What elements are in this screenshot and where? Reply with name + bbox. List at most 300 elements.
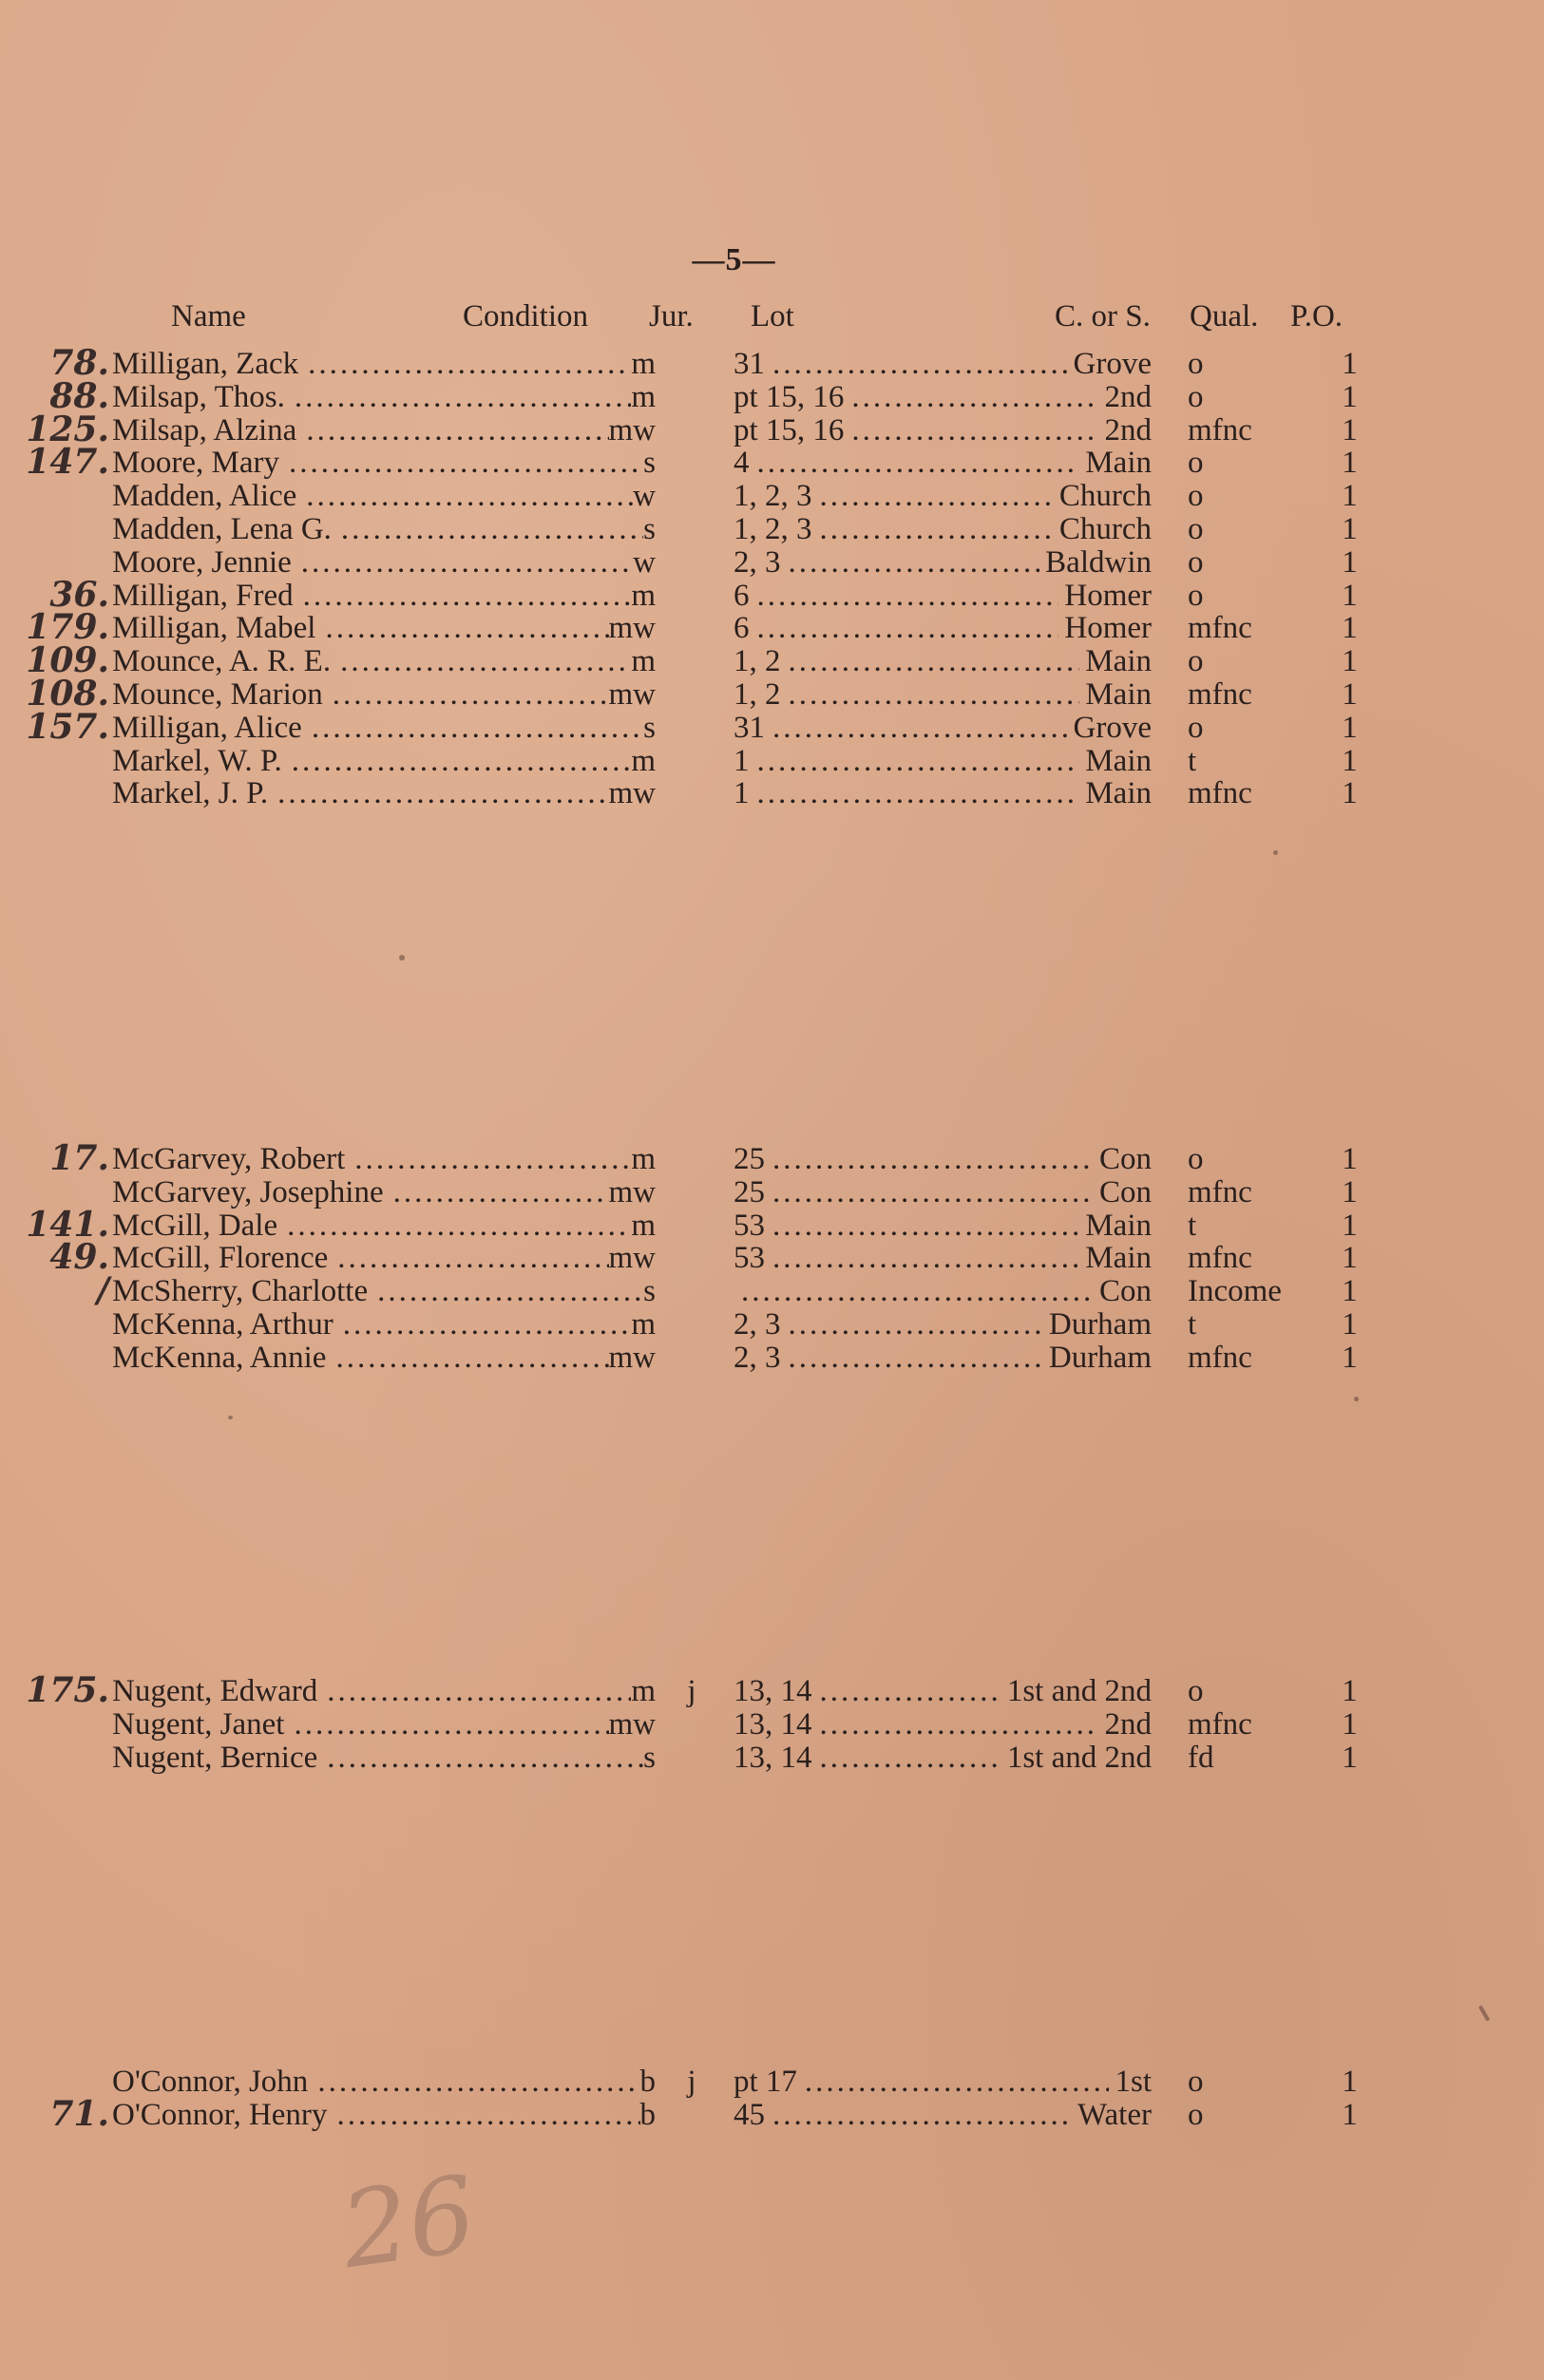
name-cell bbox=[112, 380, 656, 415]
post-office: 1 bbox=[1342, 776, 1358, 811]
street-name: Main bbox=[1085, 446, 1152, 481]
leader-dots bbox=[750, 776, 1080, 811]
pencil-mark: 141. bbox=[26, 1204, 109, 1245]
qualification: mfnc bbox=[1188, 1174, 1252, 1209]
table-row bbox=[0, 1707, 1544, 1741]
name-cell bbox=[112, 1741, 656, 1776]
lot-number: 1 bbox=[734, 776, 750, 811]
resident-name: Milligan, Alice bbox=[112, 710, 302, 745]
leader-dots bbox=[334, 1307, 632, 1342]
lot-cell bbox=[734, 744, 1152, 779]
post-office: 1 bbox=[1342, 1274, 1358, 1309]
leader-dots bbox=[285, 380, 632, 415]
name-cell bbox=[112, 1707, 656, 1742]
pencil-note: 26 bbox=[334, 2152, 484, 2293]
leader-dots bbox=[812, 1707, 1099, 1742]
pencil-mark: 179. bbox=[26, 607, 109, 648]
condition-code: s bbox=[643, 512, 656, 546]
table-row bbox=[0, 640, 1544, 681]
lot-number: 4 bbox=[734, 446, 750, 481]
name-cell bbox=[112, 644, 656, 679]
table-row bbox=[0, 744, 1544, 777]
table-row bbox=[0, 479, 1544, 512]
leader-dots bbox=[296, 479, 633, 514]
name-cell bbox=[112, 711, 656, 746]
lot-cell bbox=[734, 579, 1152, 614]
post-office: 1 bbox=[1342, 1706, 1358, 1742]
name-cell bbox=[112, 579, 656, 614]
condition-code: m bbox=[631, 644, 656, 679]
leader-dots bbox=[327, 2098, 639, 2133]
lot-cell bbox=[734, 1142, 1152, 1177]
street-name: Con bbox=[1098, 1174, 1152, 1209]
lot-number: 6 bbox=[734, 578, 750, 613]
name-cell bbox=[112, 1341, 656, 1376]
jurisdiction: j bbox=[687, 2065, 696, 2099]
name-cell bbox=[112, 1307, 656, 1342]
street-name: Main bbox=[1085, 776, 1152, 811]
resident-name: Moore, Mary bbox=[112, 446, 279, 481]
condition-code: mw bbox=[608, 1241, 656, 1276]
leader-dots bbox=[750, 611, 1059, 646]
lot-number: 1 bbox=[734, 743, 750, 778]
pencil-mark: 108. bbox=[26, 674, 109, 714]
leader-dots bbox=[765, 1209, 1079, 1244]
condition-code: m bbox=[631, 379, 656, 414]
resident-name: McGill, Florence bbox=[112, 1241, 329, 1276]
condition-code: w bbox=[633, 544, 656, 580]
lot-number: 13, 14 bbox=[734, 1674, 812, 1708]
leader-dots bbox=[368, 1274, 643, 1309]
street-name: Homer bbox=[1064, 611, 1152, 646]
header-name: Name bbox=[171, 299, 246, 333]
post-office: 1 bbox=[1342, 512, 1358, 546]
resident-name: Madden, Lena G. bbox=[112, 512, 332, 546]
post-office: 1 bbox=[1342, 578, 1358, 613]
table-row bbox=[0, 674, 1544, 714]
condition-code: s bbox=[643, 446, 656, 481]
leader-dots bbox=[812, 1674, 1001, 1709]
lot-cell bbox=[734, 2098, 1152, 2133]
name-cell bbox=[112, 512, 656, 547]
leader-dots bbox=[315, 611, 608, 646]
lot-cell bbox=[734, 1175, 1152, 1210]
pencil-mark: 109. bbox=[26, 640, 109, 681]
name-cell bbox=[112, 545, 656, 581]
table-row bbox=[0, 442, 1544, 483]
lot-number: pt 15, 16 bbox=[734, 412, 845, 447]
table-row bbox=[0, 545, 1544, 579]
lot-cell bbox=[734, 413, 1152, 448]
leader-dots bbox=[765, 1142, 1094, 1177]
table-row bbox=[0, 1307, 1544, 1341]
resident-name: McGarvey, Josephine bbox=[112, 1174, 384, 1209]
lot-number: 13, 14 bbox=[734, 1740, 812, 1775]
lot-cell bbox=[734, 611, 1152, 646]
street-name: 1st and 2nd bbox=[1006, 1674, 1152, 1708]
table-row bbox=[0, 409, 1544, 449]
pencil-mark: 157. bbox=[26, 706, 109, 747]
resident-name: Milligan, Zack bbox=[112, 347, 299, 381]
lot-cell bbox=[734, 2065, 1152, 2100]
post-office: 1 bbox=[1342, 2097, 1358, 2132]
post-office: 1 bbox=[1342, 1208, 1358, 1243]
table-row bbox=[0, 607, 1544, 648]
post-office: 1 bbox=[1342, 1307, 1358, 1342]
street-name: Con bbox=[1098, 1142, 1152, 1176]
header-street: C. or S. bbox=[1055, 299, 1151, 333]
lot-number: 2, 3 bbox=[734, 544, 781, 580]
leader-dots bbox=[765, 1241, 1079, 1276]
post-office: 1 bbox=[1342, 1142, 1358, 1176]
condition-code: mw bbox=[608, 776, 656, 811]
condition-code: m bbox=[631, 347, 656, 381]
resident-name: Nugent, Bernice bbox=[112, 1740, 318, 1775]
qualification: o bbox=[1188, 1142, 1204, 1176]
street-name: Main bbox=[1085, 677, 1152, 712]
leader-dots bbox=[279, 446, 643, 481]
condition-code: s bbox=[643, 1274, 656, 1309]
street-name: 1st and 2nd bbox=[1006, 1740, 1152, 1775]
lot-number: 6 bbox=[734, 611, 750, 646]
post-office: 1 bbox=[1342, 1674, 1358, 1708]
resident-name: McSherry, Charlotte bbox=[112, 1274, 369, 1309]
condition-code: m bbox=[631, 1674, 656, 1708]
qualification: o bbox=[1188, 644, 1204, 679]
leader-dots bbox=[302, 711, 643, 746]
pencil-mark: 147. bbox=[26, 442, 109, 483]
qualification: Income bbox=[1188, 1274, 1282, 1309]
qualification: t bbox=[1188, 1307, 1197, 1342]
qualification: mfnc bbox=[1188, 1340, 1252, 1375]
street-name: Water bbox=[1077, 2097, 1152, 2132]
leader-dots bbox=[277, 1209, 631, 1244]
table-row bbox=[0, 706, 1544, 747]
post-office: 1 bbox=[1342, 544, 1358, 580]
qualification: o bbox=[1188, 446, 1204, 481]
condition-code: m bbox=[631, 1142, 656, 1176]
name-cell bbox=[112, 677, 656, 713]
street-name: Grove bbox=[1073, 347, 1152, 381]
table-row bbox=[0, 1670, 1544, 1710]
resident-name: Mounce, Marion bbox=[112, 677, 323, 712]
lot-cell bbox=[734, 711, 1152, 746]
resident-name: Mounce, A. R. E. bbox=[112, 644, 332, 679]
leader-dots bbox=[328, 1241, 608, 1276]
post-office: 1 bbox=[1342, 644, 1358, 679]
condition-code: m bbox=[631, 1208, 656, 1243]
leader-dots bbox=[812, 1741, 1001, 1776]
post-office: 1 bbox=[1342, 1740, 1358, 1775]
resident-name: Nugent, Janet bbox=[112, 1706, 285, 1742]
qualification: o bbox=[1188, 710, 1204, 745]
condition-code: m bbox=[631, 1307, 656, 1342]
lot-number: 53 bbox=[734, 1208, 765, 1243]
header-jur: Jur. bbox=[649, 299, 694, 333]
table-row bbox=[0, 1341, 1544, 1374]
lot-number: pt 15, 16 bbox=[734, 379, 845, 414]
leader-dots bbox=[797, 2065, 1110, 2100]
resident-name: O'Connor, John bbox=[112, 2065, 309, 2099]
qualification: o bbox=[1188, 347, 1204, 381]
street-name: Baldwin bbox=[1045, 544, 1152, 580]
post-office: 1 bbox=[1342, 379, 1358, 414]
lot-number: 1, 2 bbox=[734, 644, 781, 679]
resident-name: McGill, Dale bbox=[112, 1208, 278, 1243]
pencil-mark: 125. bbox=[26, 409, 109, 449]
paper-speck bbox=[1354, 1397, 1359, 1401]
lot-number: 13, 14 bbox=[734, 1706, 812, 1742]
table-row bbox=[0, 776, 1544, 809]
table-row bbox=[0, 1175, 1544, 1209]
condition-code: w bbox=[633, 479, 656, 514]
pencil-mark: / bbox=[96, 1270, 109, 1311]
leader-dots bbox=[331, 644, 631, 679]
leader-dots bbox=[781, 1307, 1043, 1342]
table-row bbox=[0, 343, 1544, 383]
qualification: o bbox=[1188, 479, 1204, 514]
pencil-mark: 49. bbox=[49, 1237, 109, 1278]
resident-name: Milligan, Mabel bbox=[112, 611, 316, 646]
street-name: Homer bbox=[1064, 578, 1152, 613]
post-office: 1 bbox=[1342, 1340, 1358, 1375]
name-cell bbox=[112, 1674, 656, 1709]
qualification: t bbox=[1188, 743, 1197, 778]
lot-number: 1, 2 bbox=[734, 677, 781, 712]
leader-dots bbox=[284, 1707, 608, 1742]
street-name: 1st bbox=[1115, 2065, 1152, 2099]
leader-dots bbox=[308, 2065, 639, 2100]
leader-dots bbox=[765, 2098, 1072, 2133]
condition-code: m bbox=[631, 578, 656, 613]
post-office: 1 bbox=[1342, 412, 1358, 447]
resident-name: McKenna, Annie bbox=[112, 1340, 327, 1375]
lot-number: 53 bbox=[734, 1241, 765, 1276]
leader-dots bbox=[294, 579, 632, 614]
lot-cell bbox=[734, 380, 1152, 415]
post-office: 1 bbox=[1342, 2065, 1358, 2099]
condition-code: mw bbox=[608, 611, 656, 646]
street-name: Grove bbox=[1073, 710, 1152, 745]
leader-dots bbox=[844, 380, 1098, 415]
pencil-mark: 17. bbox=[49, 1138, 109, 1178]
table-row bbox=[0, 2093, 1544, 2134]
leader-dots bbox=[296, 413, 608, 448]
leader-dots bbox=[734, 1274, 1094, 1309]
street-name: Main bbox=[1085, 1208, 1152, 1243]
lot-cell bbox=[734, 479, 1152, 514]
condition-code: mw bbox=[608, 1340, 656, 1375]
name-cell bbox=[112, 479, 656, 514]
street-name: Durham bbox=[1048, 1340, 1152, 1375]
post-office: 1 bbox=[1342, 1241, 1358, 1276]
header-po: P.O. bbox=[1290, 299, 1344, 333]
condition-code: b bbox=[639, 2065, 656, 2099]
qualification: fd bbox=[1188, 1740, 1214, 1775]
condition-code: m bbox=[631, 743, 656, 778]
leader-dots bbox=[765, 1175, 1094, 1210]
table-row bbox=[0, 1237, 1544, 1278]
pencil-mark: 88. bbox=[49, 375, 109, 416]
leader-dots bbox=[750, 744, 1080, 779]
resident-name: Madden, Alice bbox=[112, 479, 297, 514]
name-cell bbox=[112, 776, 656, 811]
lot-cell bbox=[734, 1741, 1152, 1776]
name-cell bbox=[112, 744, 656, 779]
leader-dots bbox=[781, 545, 1040, 581]
lot-cell bbox=[734, 1209, 1152, 1244]
resident-name: Markel, J. P. bbox=[112, 776, 269, 811]
qualification: mfnc bbox=[1188, 1241, 1252, 1276]
post-office: 1 bbox=[1342, 1174, 1358, 1209]
lot-number: 25 bbox=[734, 1174, 765, 1209]
street-name: Main bbox=[1085, 743, 1152, 778]
name-cell bbox=[112, 1142, 656, 1177]
resident-name: Milsap, Alzina bbox=[112, 412, 297, 447]
lot-number: 2, 3 bbox=[734, 1307, 781, 1342]
lot-cell bbox=[734, 644, 1152, 679]
post-office: 1 bbox=[1342, 479, 1358, 514]
name-cell bbox=[112, 347, 656, 382]
resident-name: O'Connor, Henry bbox=[112, 2097, 328, 2132]
lot-number: 1, 2, 3 bbox=[734, 479, 812, 514]
name-cell bbox=[112, 1175, 656, 1210]
lot-cell bbox=[734, 347, 1152, 382]
paper-speck bbox=[1478, 2005, 1490, 2022]
pencil-mark: 71. bbox=[49, 2093, 109, 2134]
leader-dots bbox=[781, 644, 1080, 679]
resident-name: Milsap, Thos. bbox=[112, 379, 285, 414]
leader-dots bbox=[765, 711, 1068, 746]
qualification: mfnc bbox=[1188, 1706, 1252, 1742]
street-name: Main bbox=[1085, 1241, 1152, 1276]
street-name: Main bbox=[1085, 644, 1152, 679]
condition-code: s bbox=[643, 710, 656, 745]
street-name: 2nd bbox=[1104, 1706, 1152, 1742]
condition-code: s bbox=[643, 1740, 656, 1775]
resident-name: McKenna, Arthur bbox=[112, 1307, 334, 1342]
lot-cell bbox=[734, 512, 1152, 547]
lot-number: 1, 2, 3 bbox=[734, 512, 812, 546]
leader-dots bbox=[298, 347, 631, 382]
post-office: 1 bbox=[1342, 446, 1358, 481]
lot-cell bbox=[734, 1674, 1152, 1709]
name-cell bbox=[112, 611, 656, 646]
lot-number: 31 bbox=[734, 710, 765, 745]
lot-number: 45 bbox=[734, 2097, 765, 2132]
resident-name: Markel, W. P. bbox=[112, 743, 282, 778]
lot-cell bbox=[734, 1241, 1152, 1276]
condition-code: mw bbox=[608, 1174, 656, 1209]
lot-cell bbox=[734, 1341, 1152, 1376]
leader-dots bbox=[326, 1341, 608, 1376]
qualification: o bbox=[1188, 544, 1204, 580]
page-number: —5— bbox=[692, 242, 776, 277]
qualification: o bbox=[1188, 2097, 1204, 2132]
lot-cell bbox=[734, 1707, 1152, 1742]
street-name: 2nd bbox=[1104, 412, 1152, 447]
name-cell bbox=[112, 2098, 656, 2133]
resident-name: Moore, Jennie bbox=[112, 544, 292, 580]
leader-dots bbox=[812, 479, 1054, 514]
resident-name: Milligan, Fred bbox=[112, 578, 294, 613]
table-row bbox=[0, 2065, 1544, 2098]
lot-number: 25 bbox=[734, 1142, 765, 1176]
paper-speck bbox=[399, 955, 405, 961]
leader-dots bbox=[750, 579, 1059, 614]
table-row bbox=[0, 1741, 1544, 1774]
qualification: o bbox=[1188, 1674, 1204, 1708]
lot-cell bbox=[734, 1274, 1152, 1309]
post-office: 1 bbox=[1342, 710, 1358, 745]
qualification: o bbox=[1188, 379, 1204, 414]
leader-dots bbox=[384, 1175, 609, 1210]
street-name: 2nd bbox=[1104, 379, 1152, 414]
leader-dots bbox=[781, 677, 1080, 713]
qualification: o bbox=[1188, 512, 1204, 546]
qualification: mfnc bbox=[1188, 611, 1252, 646]
leader-dots bbox=[765, 347, 1068, 382]
condition-code: mw bbox=[608, 677, 656, 712]
leader-dots bbox=[345, 1142, 631, 1177]
leader-dots bbox=[268, 776, 608, 811]
lot-number: 31 bbox=[734, 347, 765, 381]
name-cell bbox=[112, 446, 656, 481]
resident-name: McGarvey, Robert bbox=[112, 1142, 346, 1176]
paper-speck bbox=[228, 1416, 233, 1419]
header-qual: Qual. bbox=[1190, 299, 1259, 333]
lot-number: 2, 3 bbox=[734, 1340, 781, 1375]
leader-dots bbox=[317, 1741, 643, 1776]
lot-cell bbox=[734, 446, 1152, 481]
pencil-mark: 175. bbox=[26, 1670, 109, 1710]
name-cell bbox=[112, 1209, 656, 1244]
leader-dots bbox=[317, 1674, 631, 1709]
lot-cell bbox=[734, 677, 1152, 713]
lot-cell bbox=[734, 776, 1152, 811]
leader-dots bbox=[292, 545, 633, 581]
street-name: Con bbox=[1098, 1274, 1152, 1309]
leader-dots bbox=[844, 413, 1098, 448]
name-cell bbox=[112, 2065, 656, 2100]
name-cell bbox=[112, 1274, 656, 1309]
table-row bbox=[0, 574, 1544, 615]
table-row bbox=[0, 1204, 1544, 1245]
table-row bbox=[0, 512, 1544, 545]
pencil-mark: 36. bbox=[49, 574, 109, 615]
leader-dots bbox=[332, 512, 643, 547]
lot-number: pt 17 bbox=[734, 2065, 797, 2099]
leader-dots bbox=[282, 744, 632, 779]
qualification: t bbox=[1188, 1208, 1197, 1243]
condition-code: b bbox=[639, 2097, 656, 2132]
paper-speck bbox=[1273, 850, 1278, 855]
post-office: 1 bbox=[1342, 611, 1358, 646]
table-row bbox=[0, 375, 1544, 416]
leader-dots bbox=[750, 446, 1080, 481]
name-cell bbox=[112, 1241, 656, 1276]
condition-code: mw bbox=[608, 1706, 656, 1742]
street-name: Church bbox=[1058, 512, 1152, 546]
post-office: 1 bbox=[1342, 347, 1358, 381]
qualification: mfnc bbox=[1188, 677, 1252, 712]
post-office: 1 bbox=[1342, 743, 1358, 778]
leader-dots bbox=[781, 1341, 1043, 1376]
pencil-mark: 78. bbox=[49, 343, 109, 383]
resident-name: Nugent, Edward bbox=[112, 1674, 318, 1708]
lot-cell bbox=[734, 545, 1152, 581]
jurisdiction: j bbox=[687, 1674, 696, 1708]
